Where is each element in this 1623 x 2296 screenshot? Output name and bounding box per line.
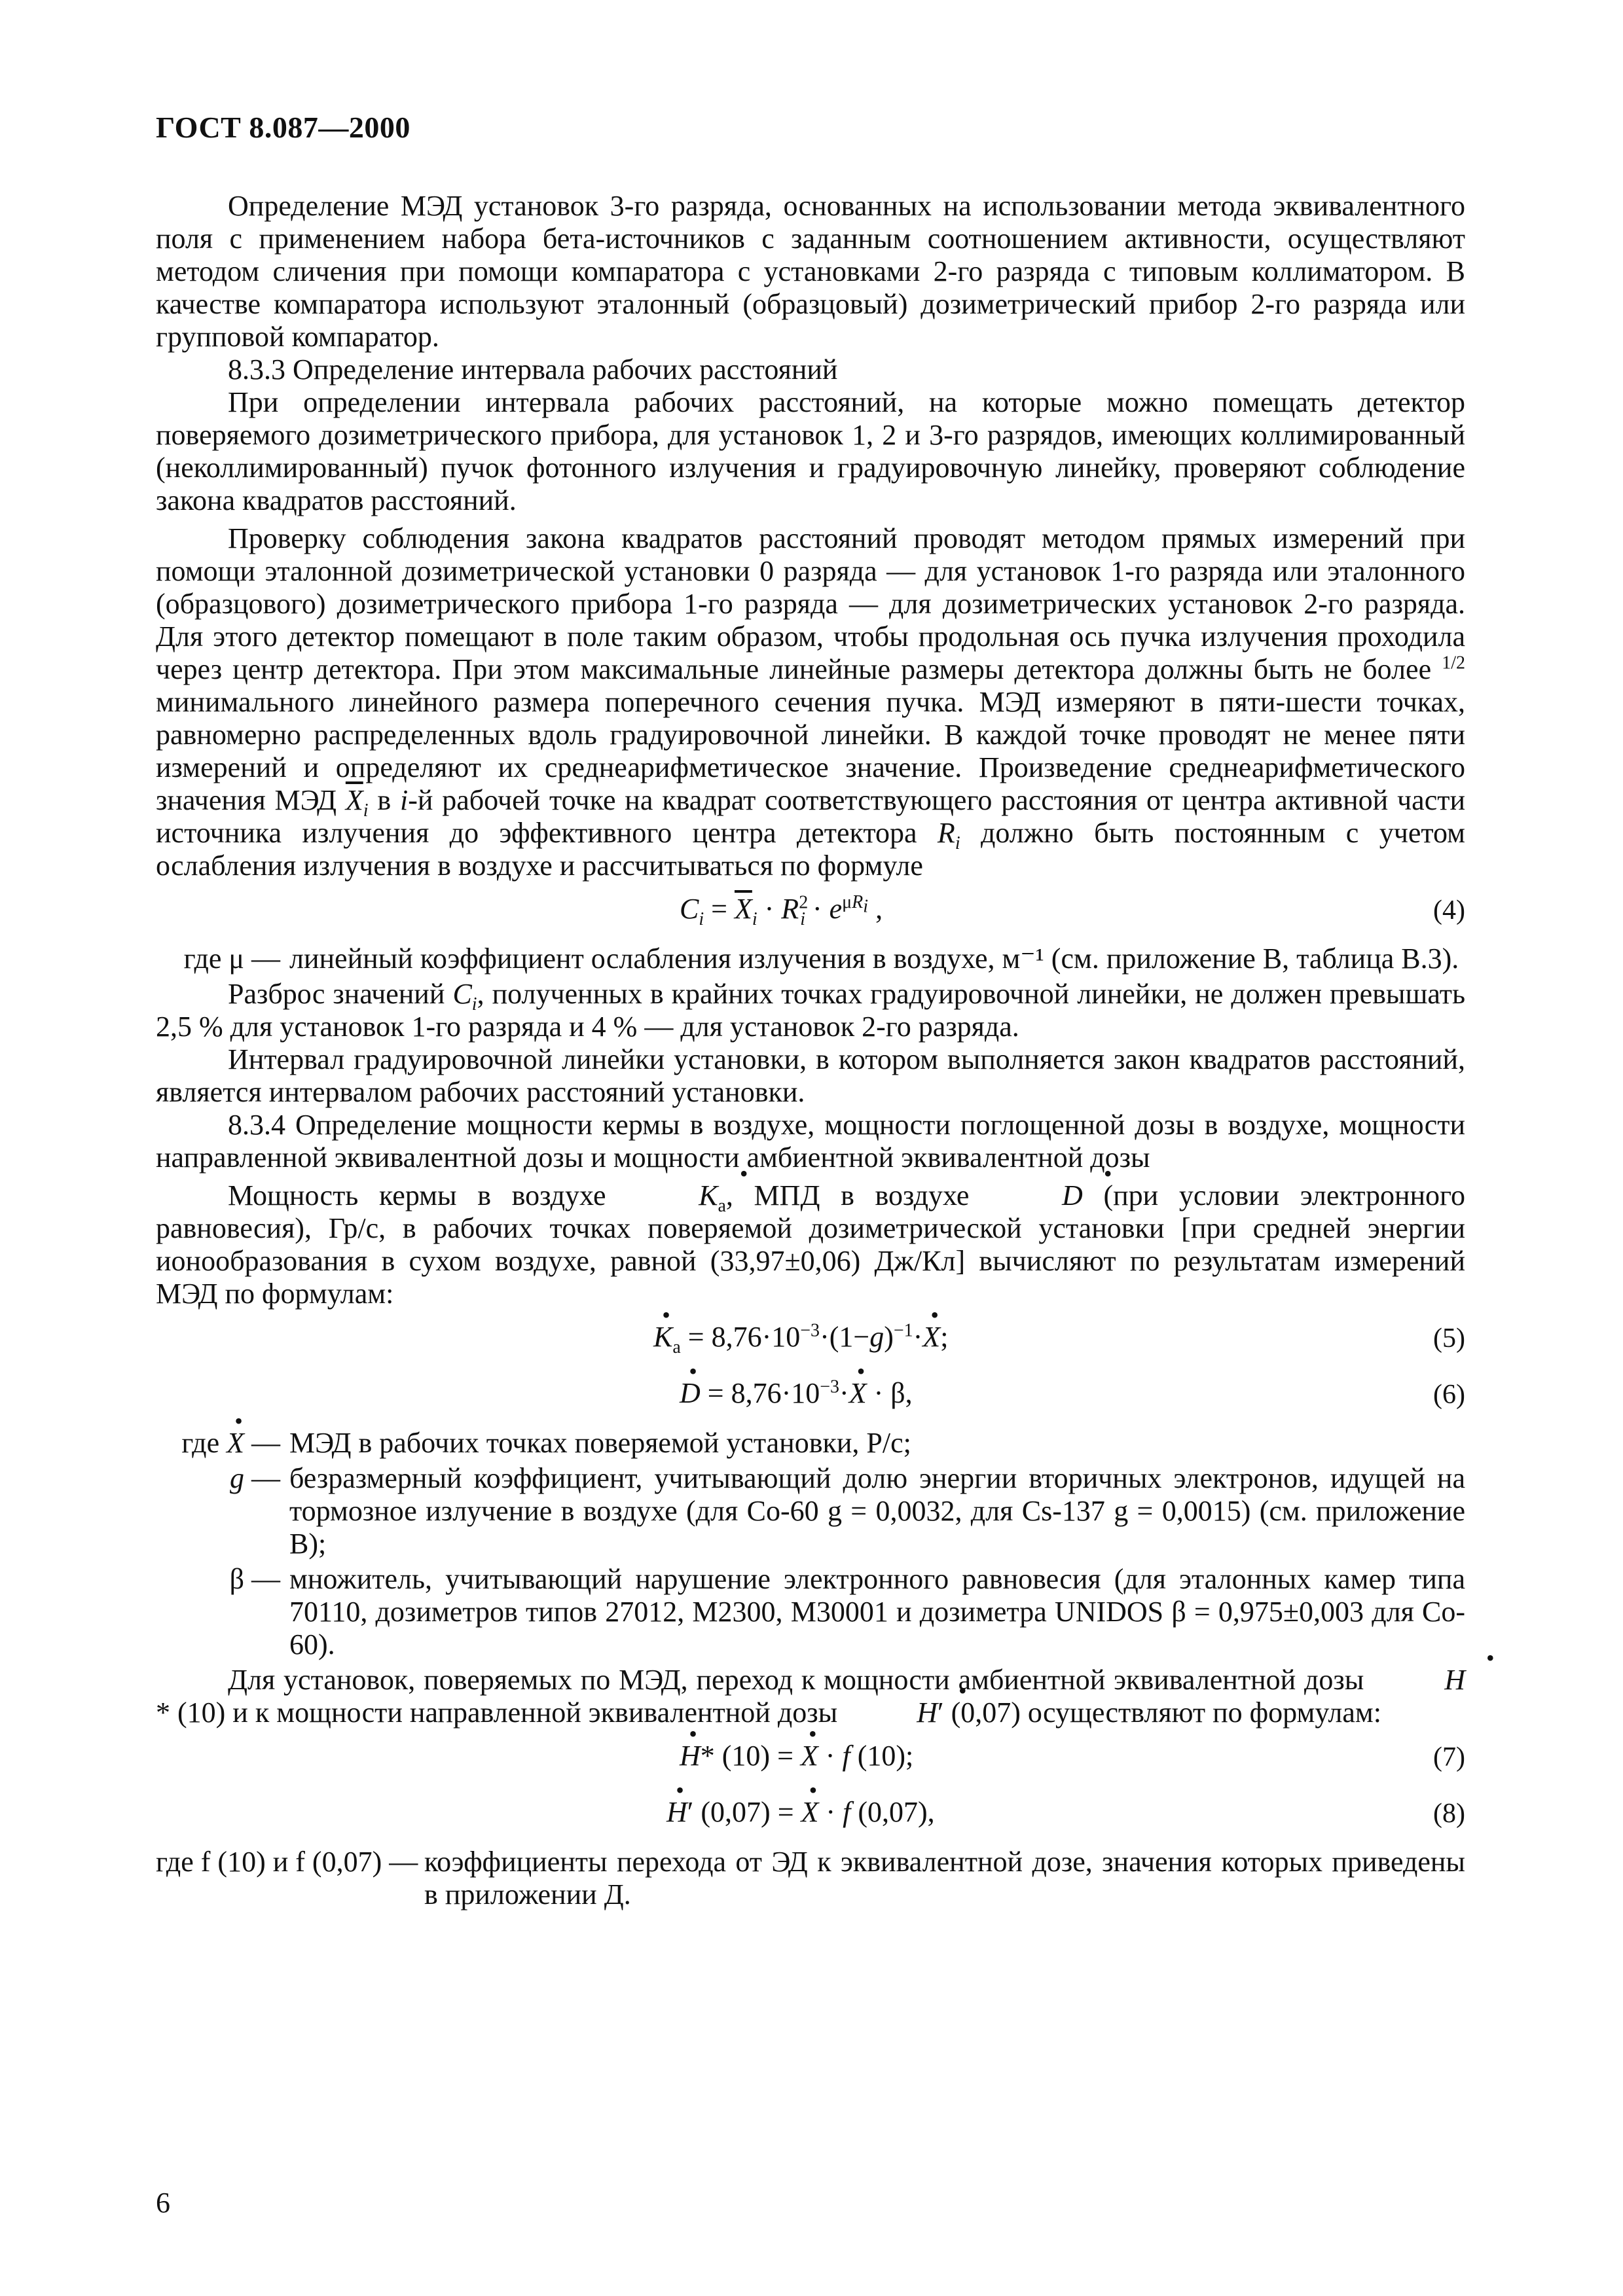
- equation-number: (7): [1433, 1742, 1465, 1772]
- where-beta: β — множитель, учитывающий нарушение электронного равновесия (для эталонных камер типа 70110, дозиметров типов 27012, M2300, M30001 и дозиметра UNIDOS β = 0,975±0,003 для Co-60).: [229, 1563, 1465, 1660]
- equation-7: • H* (10) = • X · f (10); (7): [156, 1733, 1465, 1785]
- document-header: ГОСТ 8.087—2000: [156, 111, 410, 144]
- equation-number: (5): [1433, 1323, 1465, 1354]
- equation-8: • H′ (0,07) = • X · f (0,07), (8): [156, 1789, 1465, 1842]
- paragraph: Определение МЭД установок 3-го разряда, основанных на использовании метода эквивалентного поля с применением набора бета-источников с заданным соотношением активности, осуществляют методом сличения при помощи компаратора с установками 2-го разряда с типовым коллиматором. В качестве компаратора используют эталонный (образцовый) дозиметрический прибор 2-го разряда или групповой компаратор.: [156, 190, 1465, 353]
- where-x: где • X — МЭД в рабочих точках поверяемой установки, Р/с;: [156, 1427, 1465, 1460]
- page-number: 6: [156, 2187, 170, 2219]
- equation-number: (6): [1433, 1380, 1465, 1410]
- equation-number: (4): [1433, 895, 1465, 925]
- paragraph: Мощность кермы в воздухе • $K_a$, МПД в воздухе • D (при условии электронного равновесия), Гр/с, в рабочих точках поверяемой дозиметрической установки [при средней энергии ионообразования в сухом воздухе, равной (33,97±0,06) Дж/Кл] вычисляют по результатам измерений МЭД по формулам:: [156, 1179, 1465, 1310]
- equation-5: • $K_a$ = $8,76\cdot 10^{-3}\cdot(1-g)^{-1}\cdot•$ X; (5): [156, 1314, 1465, 1367]
- section-heading-834: 8.3.4 Определение мощности кермы в воздухе, мощности поглощенной дозы в воздухе, мощности направленной эквивалентной дозы и мощности амбиентной эквивалентной дозы: [156, 1109, 1465, 1174]
- paragraph: При определении интервала рабочих расстояний, на которые можно помещать детектор поверяемого дозиметрического прибора, для установок 1, 2 и 3-го разрядов, имеющих коллимированный (неколлимированный) пучок фотонного излучения и градуировочную линейку, проверяют соблюдение закона квадратов расстояний.: [156, 386, 1465, 516]
- where-mu: где μ — линейный коэффициент ослабления излучения в воздухе, м⁻¹ (см. приложение В, таблица В.3).: [183, 942, 1459, 975]
- equation-4: $C_i = \overline{X}_i \cdot R^2_i \cdot e^{\mu R_i}$ , (4): [680, 892, 1465, 929]
- equation-number: (8): [1433, 1799, 1465, 1829]
- paragraph: Для установок, поверяемых по МЭД, переход к мощности амбиентной эквивалентной дозы • H* (10) и к мощности направленной эквивалентной дозы • H′ (0,07) осуществляют по формулам:: [156, 1664, 1465, 1729]
- paragraph: Интервал градуировочной линейки установки, в котором выполняется закон квадратов расстояний, является интервалом рабочих расстояний установки.: [156, 1043, 1465, 1108]
- paragraph: Проверку соблюдения закона квадратов расстояний проводят методом прямых измерений при помощи эталонной дозиметрической установки 0 разряда — для установок 1-го разряда или эталонного (образцового) дозиметрического прибора 1-го разряда — для дозиметрических установок 2-го разряда. Для этого детектор помещают в поле таким образом, чтобы продольная ось пучка излучения проходила через центр детектора. При этом максимальные линейные размеры детектора должны быть не более $^{1/2}$ минимального линейного размера поперечного сечения пучка. МЭД измеряют в пяти-шести точках, равномерно распределенных вдоль градуировочной линейки. В каждой точке проводят не менее пяти измерений и определяют их среднеарифметическое значение. Произведение среднеарифметического значения МЭД $\overline{X}_i$ в i-й рабочей точке на квадрат соответствующего расстояния от центра активной части источника излучения до эффективного центра детектора $R_i$ должно быть постоянным с учетом ослабления излучения в воздухе и рассчитываться по формуле: [156, 522, 1466, 882]
- paragraph: Разброс значений $C_i$, полученных в крайних точках градуировочной линейки, не должен превышать 2,5 % для установок 1-го разряда и 4 % — для установок 2-го разряда.: [156, 978, 1466, 1043]
- where-f: где f (10) и f (0,07) — коэффициенты перехода от ЭД к эквивалентной дозе, значения которых приведены в приложении Д.: [156, 1846, 1465, 1910]
- section-heading-833: 8.3.3 Определение интервала рабочих расстояний: [228, 353, 838, 386]
- where-g: g — безразмерный коэффициент, учитывающий долю энергии вторичных электронов, идущей на тормозное излучение в воздухе (для Co-60 g = 0,0032, для Cs-137 g = 0,0015) (см. приложение В);: [230, 1462, 1465, 1560]
- document-body: [156, 190, 1465, 1911]
- equation-6: • $D = 8,76\cdot 10^{-3}\cdot•$ X · β, (6): [156, 1371, 1465, 1423]
